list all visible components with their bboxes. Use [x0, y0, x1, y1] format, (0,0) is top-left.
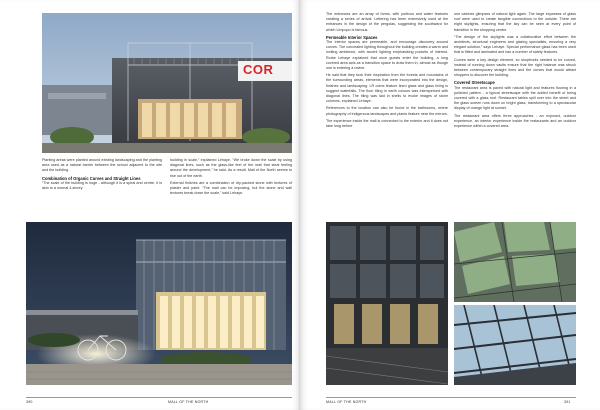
glass-facade-photo: [326, 222, 448, 385]
body-paragraph: Planting areas were planted around existing landscaping and the planting area used as a natural barrier between the school adjacent to the site and the building.: [42, 158, 162, 173]
mall-exterior-photo: [42, 13, 292, 153]
page-number: 391: [564, 400, 571, 404]
right-page: [300, 0, 600, 410]
body-paragraph: “The scale of the building is huge - although it is a spiral and centre, it is akin to a normal 4-storey: [42, 180, 162, 191]
glass-roof-photo: [454, 222, 576, 302]
body-paragraph: The experience inside the mall is connected to the exterior and it does not take long before: [326, 118, 448, 129]
footer-rule: [26, 397, 292, 398]
body-paragraph: building in scale,” explained Lehaye. “We broke down the scale by using diagonal lines, such as the glass-like feel of the mall that steal feeling around the development,” he said. As a result, Mall of the North seems to rise out of the earth.: [170, 158, 292, 178]
body-paragraph: “The design of the skylights was a collaborative effort between the architects, structural engineers and glazing specialists, ensuring a very elegant solution,” says Lehaye. Special performance glass has been used that is fitted and laminated and has a number of safety features.: [454, 34, 576, 55]
body-paragraph: References to the location can also be found in the bathrooms, where photography of indigenous landscapes and plants feature near the mirrors.: [326, 106, 448, 116]
right-text-column-1: [326, 12, 448, 131]
skylight-photo: [454, 305, 576, 385]
page-number: 390: [26, 400, 33, 404]
body-paragraph: The restaurant area offers three approaches - an exposed, outdoor experience, an interior experience inside the restaurants and an outdoor experience within a covered area.: [454, 113, 576, 129]
body-paragraph: He said that they took their inspiration from the forests and mountains of the surrounding areas, elements that were incorporated into the design, finishes and landscaping. LR come feature lined glass and glass lining is suggest waterfalls. The floor tiling in earth colours was interspersed with diagonal lines. The tiling was laid in shells to evoke images of stone columns, explained Lehaye.: [326, 73, 448, 104]
body-paragraph: External finishes are a combination of dry-packed stone with textures of plaster and paint. “The mall can be imposing, but the stone and wall textures break down the scale,” said Lehaye.: [170, 180, 292, 196]
running-title: MALL OF THE NORTH: [326, 400, 367, 404]
mall-night-photo: [26, 222, 292, 385]
running-title: MALL OF THE NORTH: [168, 400, 209, 404]
left-text-column-1: [42, 158, 162, 193]
body-paragraph: one catches glimpses of natural light again. The large expanses of glass roof were used to create tangible connections to the outside. There are eight skylights, ensuring that the sky can be seen at every point of transition in the shopping centre.: [454, 12, 576, 32]
body-paragraph: The interior spaces are permeable, and encourage discovery around curves. The concealed lighting throughout the building creates a warm and inviting ambience, with accent lighting emphasising pockets of interest. Rorke Lehaye explained that once guests enter the building, a long covered area acts as a transition space to draw them in, almost as though one is entering a ravine.: [326, 40, 448, 71]
section-heading: Permeable Interior Spaces: [326, 34, 378, 40]
section-heading: Combination of Organic Curves and Straight Lines: [42, 175, 141, 181]
left-text-column-2: [170, 158, 292, 198]
right-text-column-2: [454, 12, 576, 131]
body-paragraph: The entrances are an array of forms, with porticos and water features creating a series of arrival. Lettering has been extensively used at the entrances in the design of the pergolas, suggesting the southward for which Limpopo is famous.: [326, 12, 448, 32]
body-paragraph: Curves were a key design element, so shopfronts needed to be curved, instead of running down vaults ensure that the right balance was struck between contemporary straight lines and the curves that would attract shoppers to discover the building.: [454, 57, 576, 78]
sign-text: COR: [243, 62, 274, 77]
footer-rule: [326, 397, 576, 398]
body-paragraph: The restaurant area is paved with natural light and features flooring in a polished pattern - a typical streetscape with the added benefit of being covered with a glass roof. Restaurant tables spill over into the street and the glass screen runs down on bright glass, transforming to a spectacular display of orange light at sunset.: [454, 85, 576, 111]
section-heading: Covered Streetscape: [454, 80, 495, 86]
